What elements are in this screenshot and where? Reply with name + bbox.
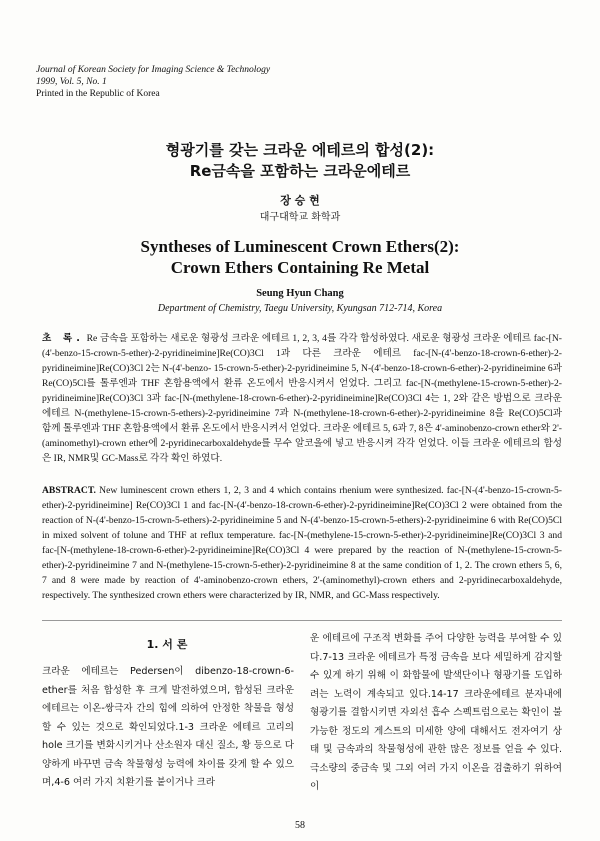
- korean-title-line1: 형광기를 갖는 크라운 에테르의 합성(2):: [165, 141, 435, 159]
- printed-note: Printed in the Republic of Korea: [36, 89, 160, 99]
- page-number: 58: [295, 820, 305, 831]
- english-abstract-label: ABSTRACT.: [42, 485, 96, 496]
- english-affiliation: Department of Chemistry, Taegu University, Kyungsan 712-714, Korea: [157, 303, 443, 314]
- korean-abstract-label: 초 록.: [42, 333, 84, 344]
- korean-abstract: [42, 331, 562, 466]
- section-heading-introduction: 1. 서 론: [146, 638, 188, 651]
- english-title-line2: Crown Ethers Containing Re Metal: [170, 258, 430, 277]
- korean-abstract-text: Re 금속을 포함하는 새로운 형광성 크라운 에테르 1, 2, 3, 4를 각각 합성하였다. 새로운 형광성 크라운 에테르 fac-[N-(4'-benzo-15-crown-5-ether)-2-pyridineimine]Re(CO)3Cl 1과 다른 크라운 에테르 fac-[N-(4'-benzo-18-crown-6-ether)-2-pyridineimine]Re(CO)3Cl 2는 N-(4'-benzo- 15-crown-5-ether)-2-pyridineimine 5, N-(4'-benzo-18-crown-6-ether)-2-pyridineimine 6과 Re(CO)5Cl를 톨루엔과 THF 혼합용액에서 환류 온도에서 반응시켜서 얻었다. 그리고 fac-[N-(methylene-15-crown-5-ether)-2-pyridineimine]Re(CO)3Cl 3과 fac-[N-(methylene-18-crown-6-ether)-2-pyridineimine]Re(CO)3Cl 4는 1, 2와 같은 방법으로 크라운 에테르 N-(methylene-15-crown-5-ethers)-2-pyridineimine 7과 N-(methylene-18-crown-6-ether)-2-pyridineimine 8을 Re(CO)5Cl과 함께 톨루엔과 THF 혼합용액에서 환류 온도에서 반응시켜서 얻었다. 크라운 에테르 5, 6과 7, 8은 4'-aminobenzo-crown ether와 2'-(aminomethyl)-crown ether에 2-pyridinecarboxaldehyde를 무수 알코올에 넣고 반응시켜 각각 얻었다. 이들 크라운 에테르의 합성은 IR, NMR및 GC-Mass로 각각 확인 하였다.: [42, 333, 562, 464]
- english-title-line1: Syntheses of Luminescent Crown Ethers(2):: [140, 237, 460, 256]
- korean-title-line2: Re금속을 포함하는 크라운에테르: [189, 162, 411, 180]
- section-divider: [42, 620, 562, 621]
- korean-affiliation: 대구대학교 화학과: [259, 212, 341, 223]
- journal-header: [36, 64, 270, 100]
- english-author: Seung Hyun Chang: [256, 288, 344, 299]
- journal-volume: 1999, Vol. 5, No. 1: [36, 77, 107, 87]
- left-column-text: 크라운 에테르는 Pedersen이 dibenzo-18-crown-6-ether를 처음 합성한 후 크게 발전하였으며, 합성된 크라운 에테르는 이온-쌍극자 간의 힘에 의하여 안정한 착물을 형성할 수 있는 것으로 확인되었다.1-3 크라운 에테르 고리의 hole 크기를 변화시키거나 산소원자 대신 질소, 황 등으로 다양하게 바꾸면 금속 착물형성 능력에 차이를 갖게 할 수 있으며,4-6 여러 가지 치환기를 붙이거나 크라: [42, 666, 294, 788]
- right-column-text: 운 에테르에 구조적 변화를 주어 다양한 능력을 부여할 수 있다.7-13 크라운 에테르가 특정 금속을 보다 세밀하게 감지할 수 있게 하기 위해 이 화합물에 발색단이나 형광기를 도입하려는 노력이 계속되고 있다.14-17 크라운에테르 분자내에 형광기를 결합시키면 자외선 흡수 스펙트럼으로는 확인이 불가능한 정도의 게스트의 미세한 양에 대해서도 전자여기 상태 및 금속과의 착물형성에 관한 많은 정보를 얻을 수 있다. 극소량의 중금속 및 그외 여러 가지 이온을 검출하기 위하여 이: [310, 633, 562, 792]
- english-abstract: [42, 483, 562, 603]
- korean-author: 장 승 현: [280, 194, 320, 207]
- journal-name: Journal of Korean Society for Imaging Science & Technology: [36, 65, 271, 75]
- english-abstract-text: New luminescent crown ethers 1, 2, 3 and 4 which contains rhenium were synthesized. fac-[N-(4'-benzo-15-crown-5-ether)-2-pyridineimine] Re(CO)3Cl 1 and fac-[N-(4'-benzo-18-crown-6-ether)-2-pyridineimine]Re(CO)3Cl 2 were obtained from the reaction of N-(4'-benzo-15-crown-5-ethers)-2-pyridineimine 5 and N-(4'-benzo-15-crown-5-ethers)-2-pyridineimine 6 with Re(CO)5Cl in mixed solvent of tolune and THF at reflux temperature. fac-[N-(methylene-15-crown-5-ether)-2-pyridineimine]Re(CO)3Cl 3 and fac-[N-(methylene-18-crown-6-ether)-2-pyridineimine]Re(CO)3Cl 4 were prepared by the reaction of N-(methylene-15-crown-5-ether)-2-pyridineimine 7 and N-(methylene-15-crown-5-ether)-2-pyridineimine 8 at the same condition of 1, 2. The crown ethers 5, 6, 7 and 8 were made by reaction of 4'-aminobenzo-crown ethers, 2'-(aminomethyl)-crown ethers and 2-pyridinecarboxaldehyde, respectively. The synthesized crown ethers were characterized by IR, NMR, and GC-Mass respectively.: [42, 485, 562, 601]
